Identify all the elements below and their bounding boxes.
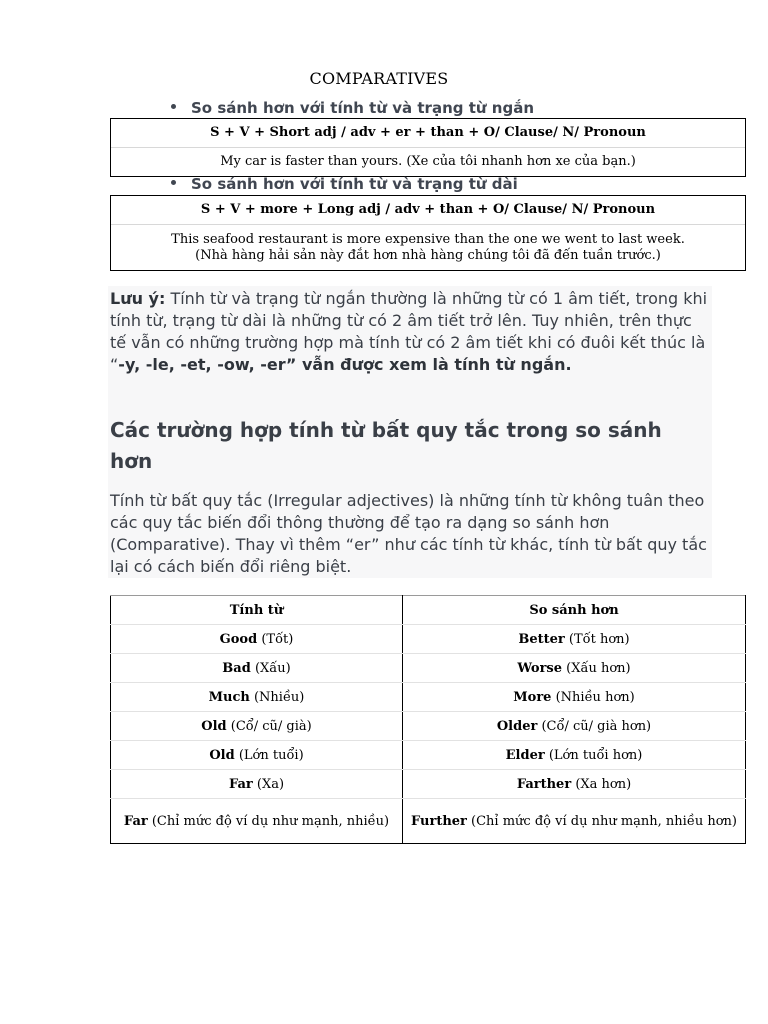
example-row	[111, 147, 745, 176]
comparative-meaning: (Lớn tuổi hơn)	[544, 747, 643, 763]
formula-box-short	[110, 118, 746, 177]
note-paragraph	[110, 288, 710, 376]
example-line: My car is faster than yours. (Xe của tôi nhanh hơn xe của bạn.)	[220, 154, 636, 169]
adjective-cell	[111, 654, 403, 683]
comparative-cell	[403, 625, 746, 654]
note-text: Tính từ và trạng từ ngắn thường là những từ có 1 âm tiết, trong khi tính từ, trạng từ dài là những từ có 2 âm tiết trở lên. Tuy nhiên, trên thực tế vẫn có những trường hợp mà tính từ có 2 âm tiết khi có đuôi kết thúc là “	[110, 289, 708, 374]
comparative-word: Worse	[517, 660, 563, 676]
irregular-paragraph: Tính từ bất quy tắc (Irregular adjectives) là những tính từ không tuân theo các quy tắc biến đổi thông thường để tạo ra dạng so sánh hơn (Comparative). Thay vì thêm “er” như các tính từ khác, tính từ bất quy tắc lại có cách biến đổi riêng biệt.	[110, 491, 707, 576]
adjective-meaning: (Tốt)	[257, 631, 294, 647]
adjective-cell	[111, 799, 403, 844]
header-adjective: Tính từ	[111, 596, 403, 625]
adjective-word: Old	[201, 718, 227, 734]
adjective-word: Good	[219, 631, 258, 647]
formula-box-long	[110, 195, 746, 271]
comparative-word: Better	[518, 631, 565, 647]
adjective-word: Bad	[222, 660, 251, 676]
table-row	[111, 741, 746, 770]
irregular-heading: Các trường hợp tính từ bất quy tắc trong so sánh hơn	[110, 418, 662, 473]
comparative-cell	[403, 683, 746, 712]
comparative-meaning: (Xấu hơn)	[562, 660, 631, 676]
table-row	[111, 683, 746, 712]
adjective-cell	[111, 625, 403, 654]
bullet-short-adjectives	[171, 99, 534, 117]
adjective-word: Old	[209, 747, 235, 763]
irregular-adjectives-table	[110, 595, 746, 844]
comparative-cell	[403, 799, 746, 844]
note-bold-tail: -y, -le, -et, -ow, -er” vẫn được xem là tính từ ngắn.	[118, 355, 572, 374]
comparative-word: Elder	[505, 747, 545, 763]
comparative-cell	[403, 712, 746, 741]
comparative-word: Older	[496, 718, 538, 734]
table-row	[111, 712, 746, 741]
bullet-dot-icon	[171, 104, 176, 109]
comparative-meaning: (Chỉ mức độ ví dụ như mạnh, nhiều hơn)	[466, 813, 737, 829]
adjective-meaning: (Nhiều)	[249, 689, 305, 705]
adjective-cell	[111, 683, 403, 712]
comparative-cell	[403, 770, 746, 799]
table-header-row	[111, 596, 746, 625]
example-translation: (Nhà hàng hải sản này đắt hơn nhà hàng chúng tôi đã đến tuần trước.)	[195, 247, 661, 263]
adjective-meaning: (Lớn tuổi)	[234, 747, 304, 763]
section-heading: So sánh hơn với tính từ và trạng từ ngắn	[191, 99, 534, 117]
comparative-word: More	[513, 689, 552, 705]
table-row	[111, 654, 746, 683]
adjective-cell	[111, 770, 403, 799]
comparative-word: Farther	[516, 776, 572, 792]
adjective-meaning: (Xa)	[252, 776, 285, 792]
adjective-word: Far	[228, 776, 253, 792]
adjective-meaning: (Cổ/ cũ/ già)	[226, 718, 312, 734]
comparative-meaning: (Tốt hơn)	[564, 631, 630, 647]
bullet-long-adjectives	[171, 175, 518, 193]
comparative-word: Further	[411, 813, 467, 829]
header-comparative: So sánh hơn	[403, 596, 746, 625]
document-title: COMPARATIVES	[309, 69, 449, 88]
formula-row: S + V + more + Long adj / adv + than + O/ Clause/ N/ Pronoun	[200, 202, 656, 217]
table-row	[111, 799, 746, 844]
table-row	[111, 770, 746, 799]
adjective-word: Far	[123, 813, 148, 829]
table-row	[111, 625, 746, 654]
adjective-meaning: (Chỉ mức độ ví dụ như mạnh, nhiều)	[147, 813, 390, 829]
comparative-cell	[403, 741, 746, 770]
example-row	[111, 224, 745, 270]
bullet-dot-icon	[171, 180, 176, 185]
comparative-meaning: (Xa hơn)	[571, 776, 632, 792]
note-label: Lưu ý:	[110, 289, 166, 308]
adjective-cell	[111, 741, 403, 770]
adjective-cell	[111, 712, 403, 741]
comparative-cell	[403, 654, 746, 683]
adjective-meaning: (Xấu)	[250, 660, 291, 676]
comparative-meaning: (Nhiều hơn)	[551, 689, 635, 705]
comparative-meaning: (Cổ/ cũ/ già hơn)	[537, 718, 652, 734]
section-heading: So sánh hơn với tính từ và trạng từ dài	[191, 175, 518, 193]
adjective-word: Much	[208, 689, 250, 705]
formula-row: S + V + Short adj / adv + er + than + O/ Clause/ N/ Pronoun	[210, 125, 646, 140]
example-line: This seafood restaurant is more expensive than the one we went to last week.	[171, 231, 685, 247]
